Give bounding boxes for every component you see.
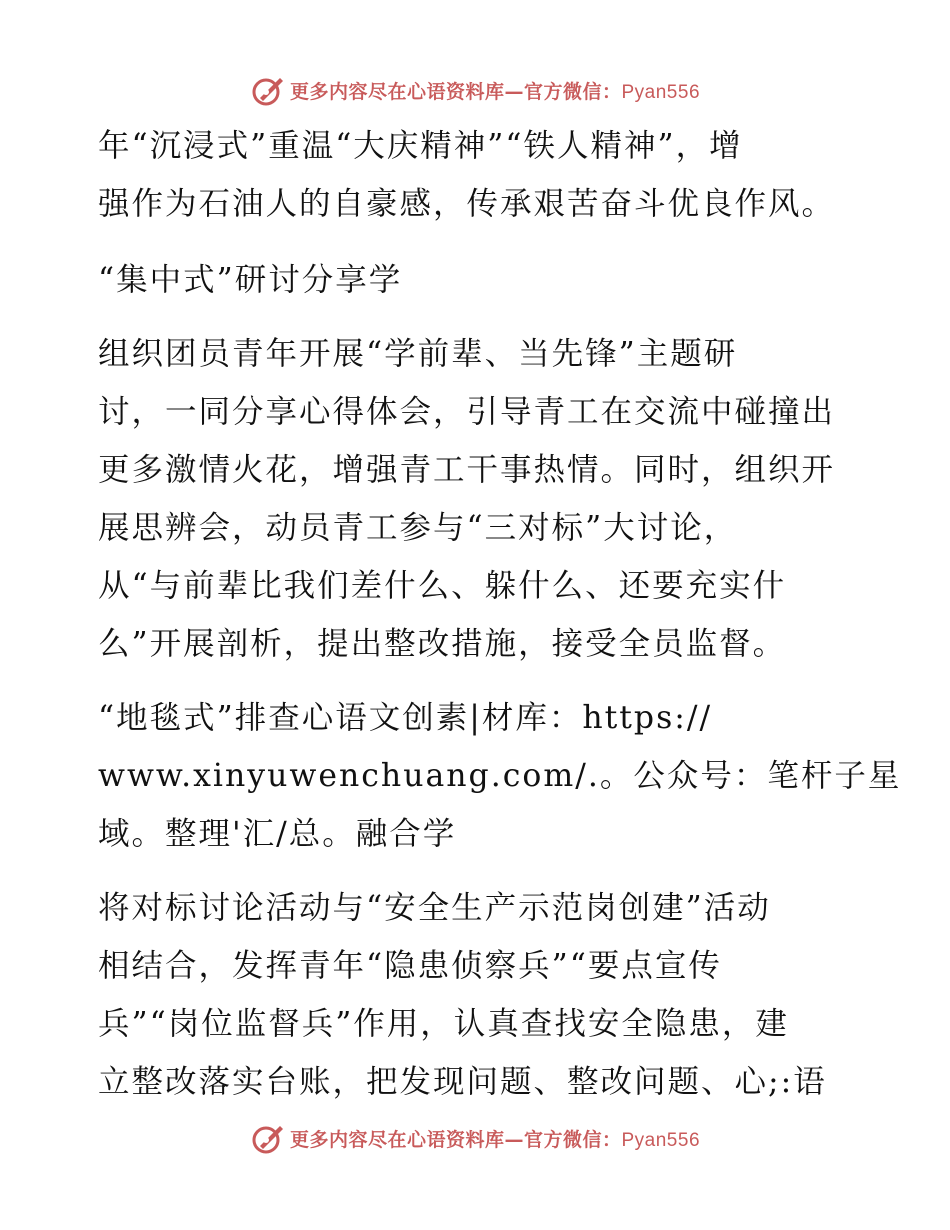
- header-banner-handle: Pyan556: [621, 81, 701, 103]
- header-banner-label: 更多内容尽在心语资料库—官方微信：: [289, 80, 622, 103]
- body-line-11: www.xinyuwenchuang.com/.。公众号：笔杆子星: [98, 758, 902, 794]
- body-line-1: 年“沉浸式”重温“大庆精神”“铁人精神”，增: [98, 128, 743, 164]
- section-heading-concentrated: “集中式”研讨分享学: [98, 262, 403, 298]
- section-heading-carpet: “地毯式”排查心语文创素|材库：https://: [98, 700, 713, 736]
- footer-banner-text: [290, 1125, 700, 1152]
- pen-logo-icon: [250, 1120, 286, 1156]
- body-line-15: 兵”“岗位监督兵”作用，认真查找安全隐患，建: [98, 1006, 789, 1042]
- body-line-5: 讨，一同分享心得体会，引导青工在交流中碰撞出: [98, 394, 836, 430]
- body-line-9: 么”开展剖析，提出整改措施，接受全员监督。: [98, 626, 787, 662]
- body-line-6: 更多激情火花，增强青工干事热情。同时，组织开: [98, 452, 836, 488]
- body-line-14: 相结合，发挥青年“隐患侦察兵”“要点宣传: [98, 948, 722, 984]
- body-line-12: 域。整理'汇/总。融合学: [98, 816, 457, 852]
- footer-banner-handle: Pyan556: [621, 1129, 701, 1151]
- body-line-7: 展思辨会，动员青工参与“三对标”大讨论，: [98, 510, 738, 546]
- body-line-2: 强作为石油人的自豪感，传承艰苦奋斗优良作风。: [98, 186, 836, 222]
- footer-banner-label: 更多内容尽在心语资料库—官方微信：: [289, 1128, 622, 1151]
- body-line-13: 将对标讨论活动与“安全生产示范岗创建”活动: [98, 890, 771, 926]
- body-line-8: 从“与前辈比我们差什么、躲什么、还要充实什: [98, 568, 787, 604]
- footer-watermark-banner: [0, 1118, 950, 1158]
- body-line-16: 立整改落实台账，把发现问题、整改问题、心;:语: [98, 1064, 827, 1100]
- body-line-4: 组织团员青年开展“学前辈、当先锋”主题研: [98, 336, 738, 372]
